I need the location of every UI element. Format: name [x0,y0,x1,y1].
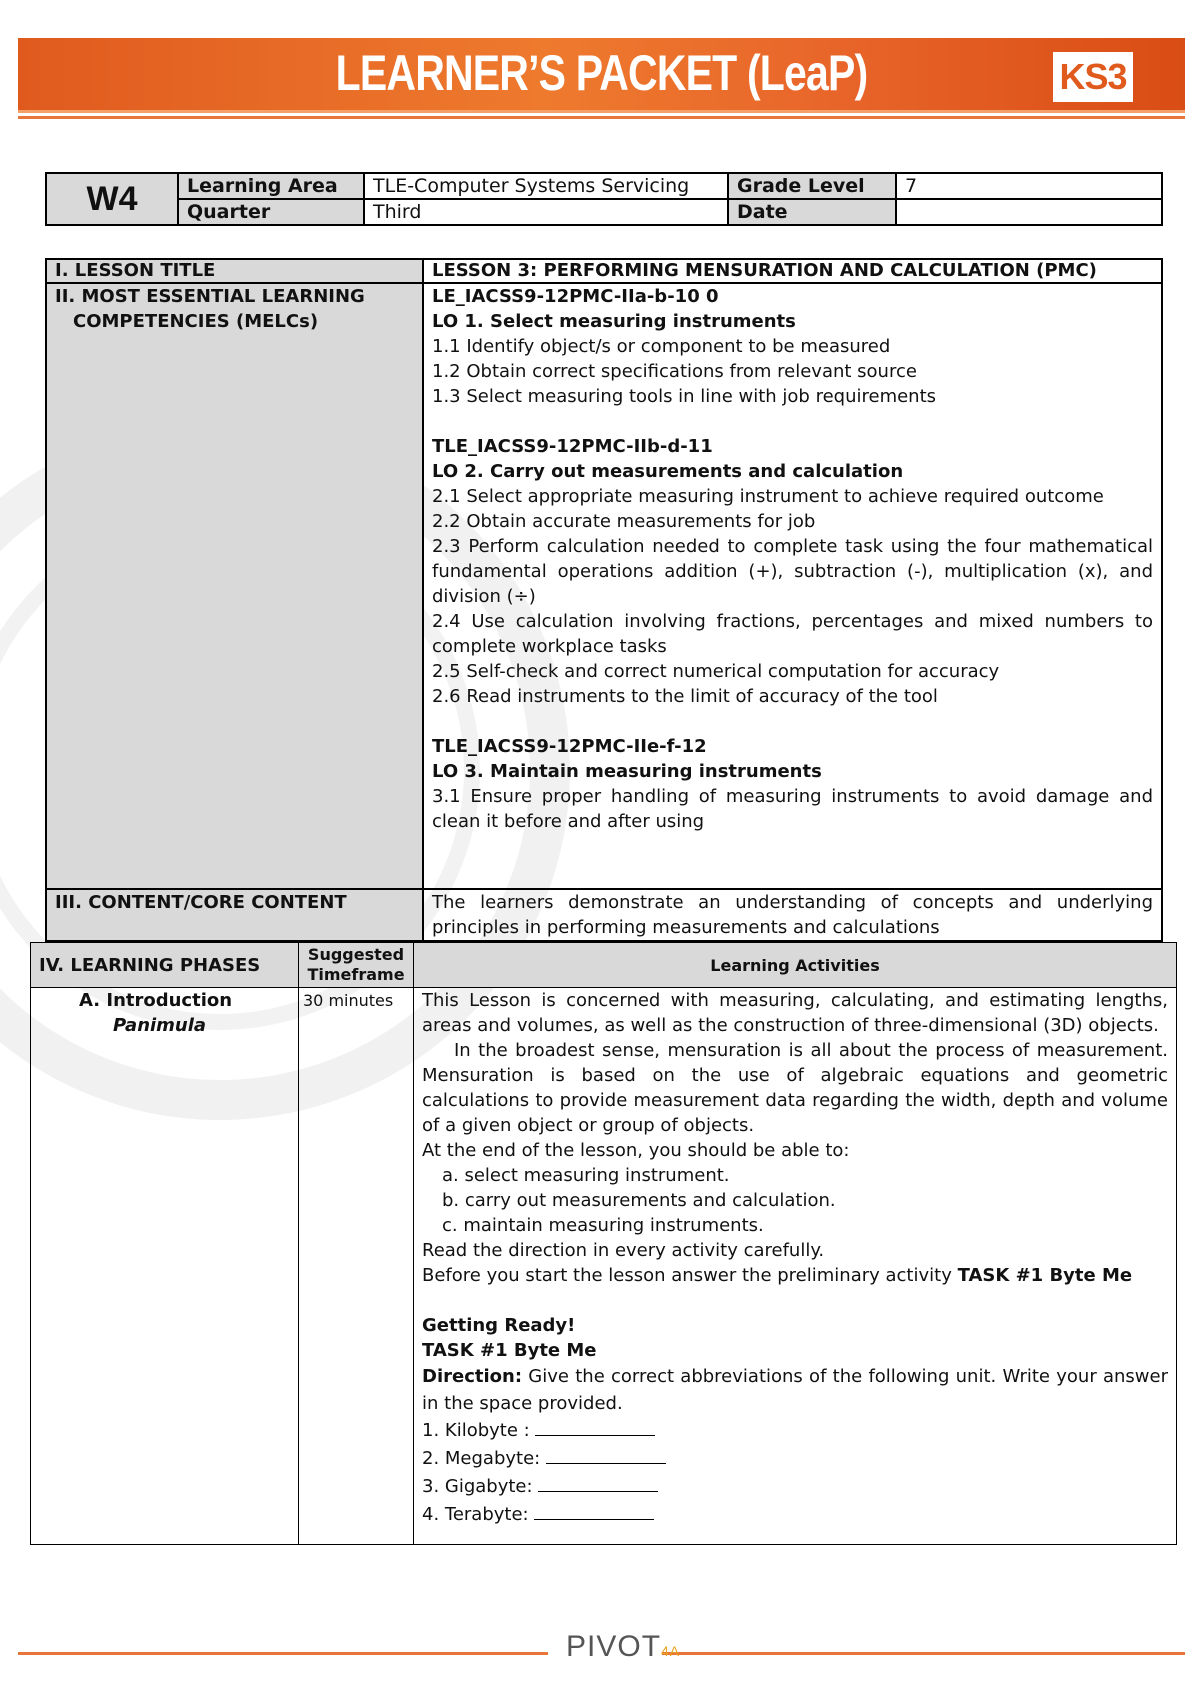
intro-paragraph: In the broadest sense, mensuration is all about the process of measurement. Mensuration is based on the use of algebraic equations and geometric calculations to provide measurement data regarding the width, depth and volume of a given object or group of objects. [422,1040,1168,1136]
melc-label-line1: II. MOST ESSENTIAL LEARNING [55,286,365,307]
lo2-item: 2.3 Perform calculation needed to complete task using the four mathematical fundamental operations addition (+), subtraction (-), multiplication (x), and division (÷) [432,536,1153,607]
task-item-label: 4. Terabyte: [422,1504,529,1525]
phases-table [30,942,1177,1545]
list-item: c. maintain measuring instruments. [442,1215,764,1236]
footer-rule-left [18,1652,548,1655]
pivot-logo [566,1630,680,1664]
task-item-label: 1. Kilobyte : [422,1420,530,1441]
lo1-code: LE_IACSS9-12PMC-IIa-b-10 0 [432,286,719,307]
lo3-title: LO 3. Maintain measuring instruments [432,761,822,782]
answer-blank[interactable] [538,1473,658,1492]
lo3-code: TLE_IACSS9-12PMC-IIe-f-12 [432,736,707,757]
lo2-item: 2.6 Read instruments to the limit of accuracy of the tool [432,686,938,707]
banner-rule [18,116,1185,119]
banner-title: LEARNER’S PACKET (LeaP) [335,45,868,101]
date-label: Date [728,199,896,225]
lesson-title: LESSON 3: PERFORMING MENSURATION AND CALCULATION (PMC) [423,259,1162,283]
task-direction [422,1363,1168,1417]
intro-phase [31,988,299,1545]
pivot-logo-accent: 4A [661,1643,681,1659]
intro-paragraph [422,1263,1168,1288]
timeframe-col-header: Suggested Timeframe [299,943,414,988]
learning-area-label: Learning Area [178,173,364,199]
intro-paragraph: At the end of the lesson, you should be able to: [422,1140,850,1161]
melc-label [46,283,423,889]
answer-blank[interactable] [546,1445,666,1464]
task-item [422,1445,1168,1473]
intro-sublabel: Panimula [113,1015,207,1036]
quarter-value: Third [364,199,728,225]
answer-blank[interactable] [535,1417,655,1436]
lo2-item: 2.2 Obtain accurate measurements for job [432,511,816,532]
intro-label: A. Introduction [79,990,233,1011]
intro-paragraph: This Lesson is concerned with measuring, calculating, and estimating lengths, areas and volumes, as well as the construction of three-dimensional (3D) objects. [422,990,1168,1036]
pivot-logo-text: PIVOT [566,1630,662,1663]
lesson-table [45,258,1163,942]
list-item: b. carry out measurements and calculation. [442,1190,836,1211]
content-label: III. CONTENT/CORE CONTENT [46,889,423,941]
direction-text: Give the correct abbreviations of the following unit. Write your answer in the space provided. [422,1366,1168,1414]
lo1-title: LO 1. Select measuring instruments [432,311,796,332]
page-banner [18,38,1185,113]
learning-area-value: TLE-Computer Systems Servicing [364,173,728,199]
intro-activities [414,988,1177,1545]
lo3-item: 3.1 Ensure proper handling of measuring instruments to avoid damage and clean it before and after using [432,786,1153,832]
preliminary-task: TASK #1 Byte Me [957,1265,1133,1286]
task-item [422,1473,1168,1501]
ks3-badge: KS3 [1053,52,1133,102]
phases-col-header: IV. LEARNING PHASES [31,943,299,988]
task-item [422,1501,1168,1529]
lo1-item: 1.3 Select measuring tools in line with job requirements [432,386,937,407]
task-item-label: 2. Megabyte: [422,1448,541,1469]
list-item: a. select measuring instrument. [442,1165,730,1186]
content-text: The learners demonstrate an understanding of concepts and underlying principles in performing measurements and calculations [423,889,1162,941]
activities-col-header: Learning Activities [414,943,1177,988]
lo2-title: LO 2. Carry out measurements and calculation [432,461,904,482]
grade-level-value: 7 [896,173,1162,199]
timeframe-value: 30 minutes [299,988,414,1545]
preliminary-text: Before you start the lesson answer the preliminary activity [422,1265,952,1286]
task-item-label: 3. Gigabyte: [422,1476,533,1497]
lo2-item: 2.4 Use calculation involving fractions, percentages and mixed numbers to complete workplace tasks [432,611,1153,657]
lo2-code: TLE_IACSS9-12PMC-IIb-d-11 [432,436,713,457]
getting-ready-heading: Getting Ready! [422,1315,576,1336]
direction-label: Direction: [422,1366,523,1387]
header-table [45,172,1163,226]
intro-paragraph: Read the direction in every activity carefully. [422,1240,825,1261]
grade-level-label: Grade Level [728,173,896,199]
footer-rule-right [662,1652,1185,1655]
answer-blank[interactable] [534,1501,654,1520]
lesson-title-label: I. LESSON TITLE [46,259,423,283]
task-title: TASK #1 Byte Me [422,1340,597,1361]
melc-content [423,283,1162,889]
objectives-list [422,1163,1168,1238]
task-item [422,1417,1168,1445]
quarter-label: Quarter [178,199,364,225]
lo1-item: 1.1 Identify object/s or component to be measured [432,336,891,357]
lo2-item: 2.5 Self-check and correct numerical computation for accuracy [432,661,1000,682]
lo2-item: 2.1 Select appropriate measuring instrument to achieve required outcome [432,486,1104,507]
lo1-item: 1.2 Obtain correct specifications from relevant source [432,361,917,382]
melc-label-line2: COMPETENCIES (MELCs) [73,311,319,332]
week-label: W4 [46,173,178,225]
date-value[interactable] [896,199,1162,225]
